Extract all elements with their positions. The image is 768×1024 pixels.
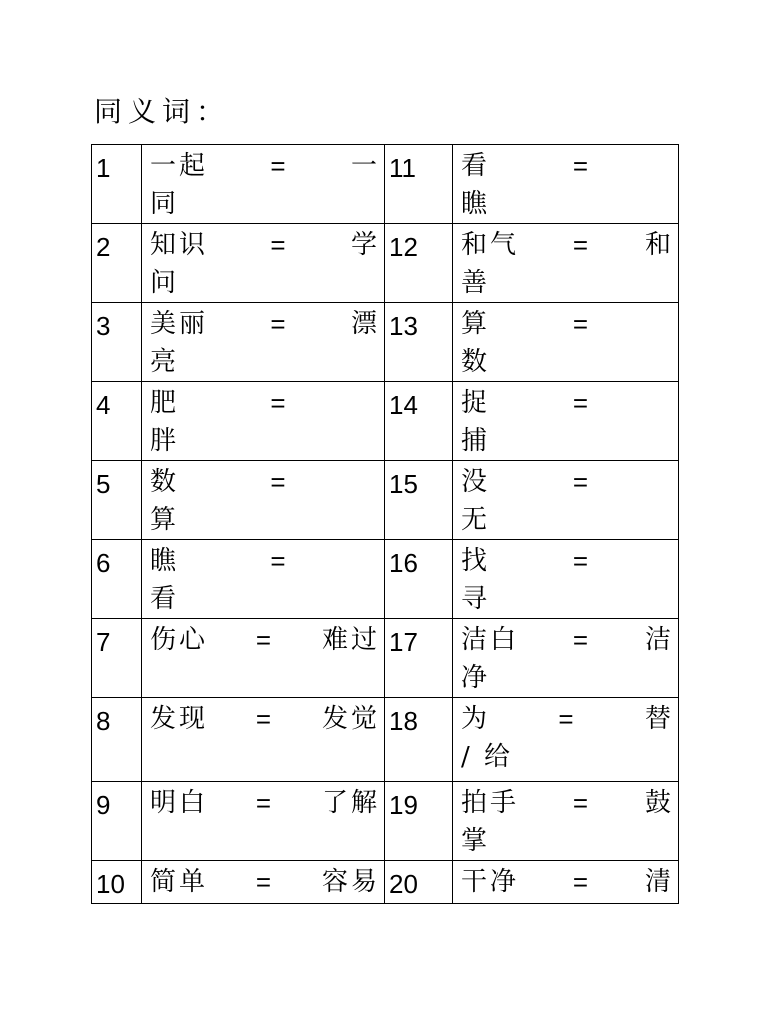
synonym-line [461, 700, 674, 738]
synonym-continuation: 净 [461, 663, 491, 693]
row-number: 18 [385, 698, 453, 782]
page-title: 同义词： [94, 95, 231, 128]
synonym-line [461, 305, 674, 343]
synonym-continuation: / 给 [461, 742, 514, 772]
synonym-cell [453, 698, 679, 782]
synonym-cell [142, 224, 385, 303]
synonym-cell [142, 382, 385, 461]
synonym-line [461, 384, 674, 422]
row-number: 6 [92, 540, 142, 619]
synonym-line [150, 226, 380, 264]
equals-sign: = [572, 151, 592, 181]
synonym-text: 容易 [321, 867, 380, 897]
equals-sign: = [572, 867, 592, 897]
row-number: 3 [92, 303, 142, 382]
synonym-cell [453, 861, 679, 904]
synonym-continuation: 数 [461, 347, 491, 377]
word-text: 算 [461, 309, 491, 339]
synonym-cell [142, 540, 385, 619]
synonym-continuation: 看 [150, 584, 180, 614]
word-text: 找 [461, 546, 491, 576]
word-text: 明白 [150, 788, 209, 818]
synonym-line [461, 863, 674, 901]
table-row [92, 224, 679, 303]
synonym-text: 学 [350, 230, 380, 260]
word-text: 干净 [461, 867, 520, 897]
synonym-continuation: 掌 [461, 826, 491, 856]
word-text: 一起 [150, 151, 209, 181]
row-number: 9 [92, 782, 142, 861]
synonym-line [150, 542, 380, 580]
equals-sign: = [572, 788, 592, 818]
synonym-text: 和 [644, 230, 674, 260]
word-text: 捉 [461, 388, 491, 418]
synonym-cell [453, 303, 679, 382]
equals-sign: = [270, 467, 289, 497]
equals-sign: = [255, 704, 275, 734]
synonym-text: 清 [644, 867, 674, 897]
synonym-cell [142, 861, 385, 904]
row-number: 7 [92, 619, 142, 698]
synonym-cell [453, 619, 679, 698]
synonym-line [150, 305, 380, 343]
synonym-text: 鼓 [644, 788, 674, 818]
synonym-cell [142, 782, 385, 861]
row-number: 12 [385, 224, 453, 303]
equals-sign: = [270, 151, 289, 181]
equals-sign: = [558, 704, 577, 734]
synonym-cell [453, 382, 679, 461]
synonym-continuation: 问 [150, 268, 180, 298]
table-row [92, 303, 679, 382]
synonym-continuation: 瞧 [461, 189, 491, 219]
table-row [92, 540, 679, 619]
table-row [92, 698, 679, 782]
row-number: 5 [92, 461, 142, 540]
synonym-text: 了解 [321, 788, 380, 818]
word-text: 为 [461, 704, 491, 734]
synonym-cell [142, 461, 385, 540]
synonym-text: 难过 [321, 625, 380, 655]
table-row [92, 382, 679, 461]
synonym-continuation: 捕 [461, 426, 491, 456]
synonym-cell [142, 619, 385, 698]
word-text: 简单 [150, 867, 209, 897]
synonym-text: 替 [644, 704, 674, 734]
synonym-cell [453, 540, 679, 619]
synonym-cell [142, 303, 385, 382]
synonym-continuation: 无 [461, 505, 491, 535]
row-number: 8 [92, 698, 142, 782]
row-number: 13 [385, 303, 453, 382]
word-text: 数 [150, 467, 180, 497]
row-number: 16 [385, 540, 453, 619]
synonym-table [91, 144, 679, 904]
synonym-continuation: 亮 [150, 347, 180, 377]
equals-sign: = [270, 546, 289, 576]
row-number: 15 [385, 461, 453, 540]
synonym-line [150, 147, 380, 185]
synonym-continuation: 善 [461, 268, 491, 298]
row-number: 10 [92, 861, 142, 904]
table-row [92, 782, 679, 861]
table-row [92, 619, 679, 698]
equals-sign: = [572, 546, 592, 576]
synonym-line [461, 542, 674, 580]
word-text: 知识 [150, 230, 209, 260]
equals-sign: = [572, 625, 592, 655]
row-number: 14 [385, 382, 453, 461]
equals-sign: = [255, 788, 275, 818]
synonym-cell [453, 461, 679, 540]
synonym-continuation: 胖 [150, 426, 180, 456]
equals-sign: = [270, 388, 289, 418]
equals-sign: = [572, 230, 592, 260]
synonym-line [150, 700, 380, 738]
equals-sign: = [572, 388, 592, 418]
synonym-continuation: 寻 [461, 584, 491, 614]
synonym-line [150, 863, 380, 901]
synonym-line [461, 463, 674, 501]
table-row [92, 145, 679, 224]
equals-sign: = [255, 625, 275, 655]
synonym-cell [142, 698, 385, 782]
synonym-text: 一 [350, 151, 380, 181]
row-number: 17 [385, 619, 453, 698]
equals-sign: = [572, 467, 592, 497]
synonym-cell [453, 224, 679, 303]
equals-sign: = [270, 309, 289, 339]
synonym-text: 洁 [644, 625, 674, 655]
synonym-line [150, 384, 380, 422]
table-row [92, 461, 679, 540]
synonym-text: 漂 [350, 309, 380, 339]
synonym-line [150, 784, 380, 822]
word-text: 拍手 [461, 788, 520, 818]
synonym-cell [453, 782, 679, 861]
equals-sign: = [572, 309, 592, 339]
equals-sign: = [270, 230, 289, 260]
synonym-cell [453, 145, 679, 224]
synonym-line [150, 463, 380, 501]
row-number: 2 [92, 224, 142, 303]
row-number: 19 [385, 782, 453, 861]
row-number: 11 [385, 145, 453, 224]
word-text: 看 [461, 151, 491, 181]
word-text: 肥 [150, 388, 180, 418]
row-number: 4 [92, 382, 142, 461]
word-text: 瞧 [150, 546, 180, 576]
row-number: 20 [385, 861, 453, 904]
synonym-text: 发觉 [321, 704, 380, 734]
synonym-line [461, 147, 674, 185]
word-text: 美丽 [150, 309, 209, 339]
synonym-cell [142, 145, 385, 224]
synonym-continuation: 同 [150, 189, 180, 219]
synonym-continuation: 算 [150, 505, 180, 535]
word-text: 伤心 [150, 625, 209, 655]
word-text: 和气 [461, 230, 520, 260]
table-row [92, 861, 679, 904]
synonym-line [150, 621, 380, 659]
equals-sign: = [255, 867, 275, 897]
synonym-line [461, 784, 674, 822]
synonym-line [461, 621, 674, 659]
word-text: 没 [461, 467, 491, 497]
row-number: 1 [92, 145, 142, 224]
synonym-line [461, 226, 674, 264]
word-text: 洁白 [461, 625, 520, 655]
word-text: 发现 [150, 704, 209, 734]
